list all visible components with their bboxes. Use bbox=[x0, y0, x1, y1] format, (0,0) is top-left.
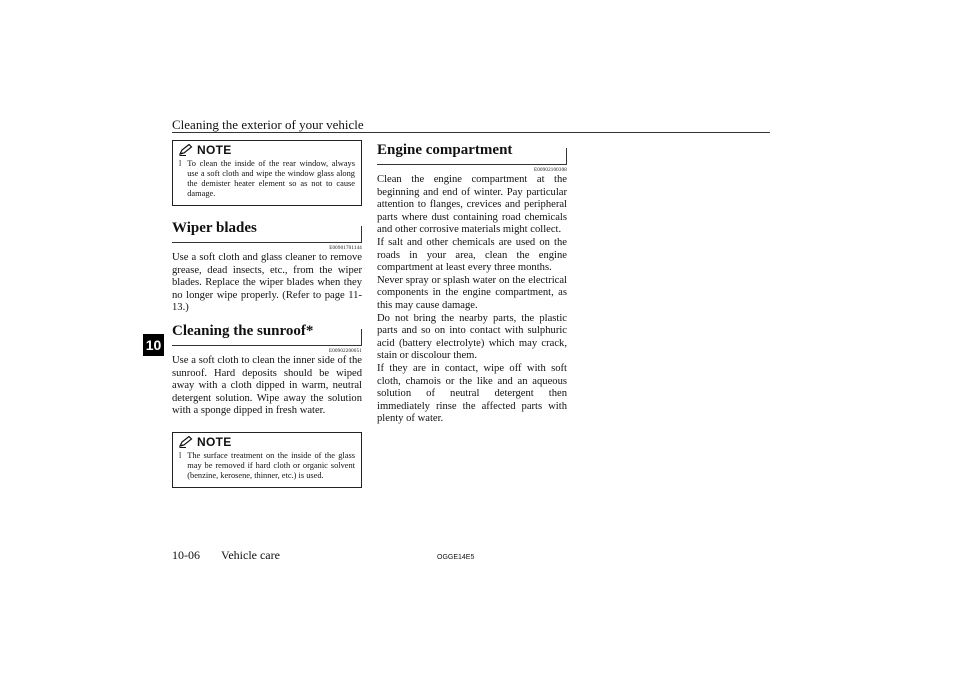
pencil-icon bbox=[179, 436, 193, 448]
note-label: NOTE bbox=[197, 434, 232, 449]
note-text: To clean the inside of the rear window, always use a soft cloth and wipe the window glass along the demister heater element so as not to cause damage. bbox=[187, 159, 355, 198]
chapter-tab bbox=[143, 334, 164, 356]
bullet-icon: l bbox=[179, 450, 182, 460]
note-item bbox=[179, 451, 355, 481]
section-code: E00901701144 bbox=[329, 246, 362, 251]
section-heading-engine-compartment: Engine compartment bbox=[377, 140, 567, 165]
engine-paragraph: If salt and other chemicals are used on the roads in your area, clean the engine compartment at least every three months. bbox=[377, 236, 567, 274]
left-column bbox=[172, 140, 362, 488]
middle-column bbox=[377, 140, 567, 426]
note-box-rear-window bbox=[172, 140, 362, 206]
header-rule bbox=[172, 132, 770, 133]
page-header-title: Cleaning the exterior of your vehicle bbox=[172, 117, 364, 132]
footer-section-name: Vehicle care bbox=[221, 548, 280, 562]
note-item bbox=[179, 159, 355, 199]
note-text: The surface treatment on the inside of the glass may be removed if hard cloth or organic solvent (benzine, kerosene, thinner, etc.) is used. bbox=[187, 450, 355, 480]
document-code: OGGE14E5 bbox=[437, 554, 475, 561]
sunroof-paragraph: Use a soft cloth to clean the inner side of the sunroof. Hard deposits should be wiped away with a cloth dipped in warm, neutral detergent solution. Wipe away the solution with a sponge dipped in fresh water. bbox=[172, 354, 362, 417]
section-code: E00902100308 bbox=[534, 168, 567, 173]
engine-paragraph: Never spray or splash water on the electrical components in the engine compartment, as this may cause damage. bbox=[377, 274, 567, 311]
page-number: 10-06 bbox=[172, 548, 200, 562]
note-header bbox=[179, 144, 355, 156]
note-label: NOTE bbox=[197, 143, 232, 157]
pencil-icon bbox=[179, 144, 193, 156]
section-heading-wiper-blades: Wiper blades bbox=[172, 218, 362, 243]
engine-paragraph: Clean the engine compartment at the beginning and end of winter. Pay particular attention to flanges, crevices and peripheral parts where dust containing road chemicals and other corrosive materials might collect. bbox=[377, 174, 567, 236]
note-header bbox=[179, 436, 355, 448]
wiper-blades-paragraph: Use a soft cloth and glass cleaner to remove grease, dead insects, etc., from the wiper blades. Replace the wiper blades when they no longer wipe properly. (Refer to page 11-13.) bbox=[172, 252, 362, 314]
chapter-tab-label: 10 bbox=[145, 337, 162, 353]
note-box-glass-surface bbox=[172, 432, 362, 488]
bullet-icon: l bbox=[179, 159, 182, 168]
engine-paragraph: If they are in contact, wipe off with soft cloth, chamois or the like and an aqueous solution of neutral detergent then immediately rinse the affected parts with plenty of water. bbox=[377, 362, 567, 425]
engine-paragraph: Do not bring the nearby parts, the plastic parts and so on into contact with sulphuric acid (battery electrolyte) which may crack, stain or discolour them. bbox=[377, 312, 567, 362]
section-heading-sunroof: Cleaning the sunroof* bbox=[172, 321, 362, 346]
section-code: E00902200051 bbox=[329, 348, 362, 354]
